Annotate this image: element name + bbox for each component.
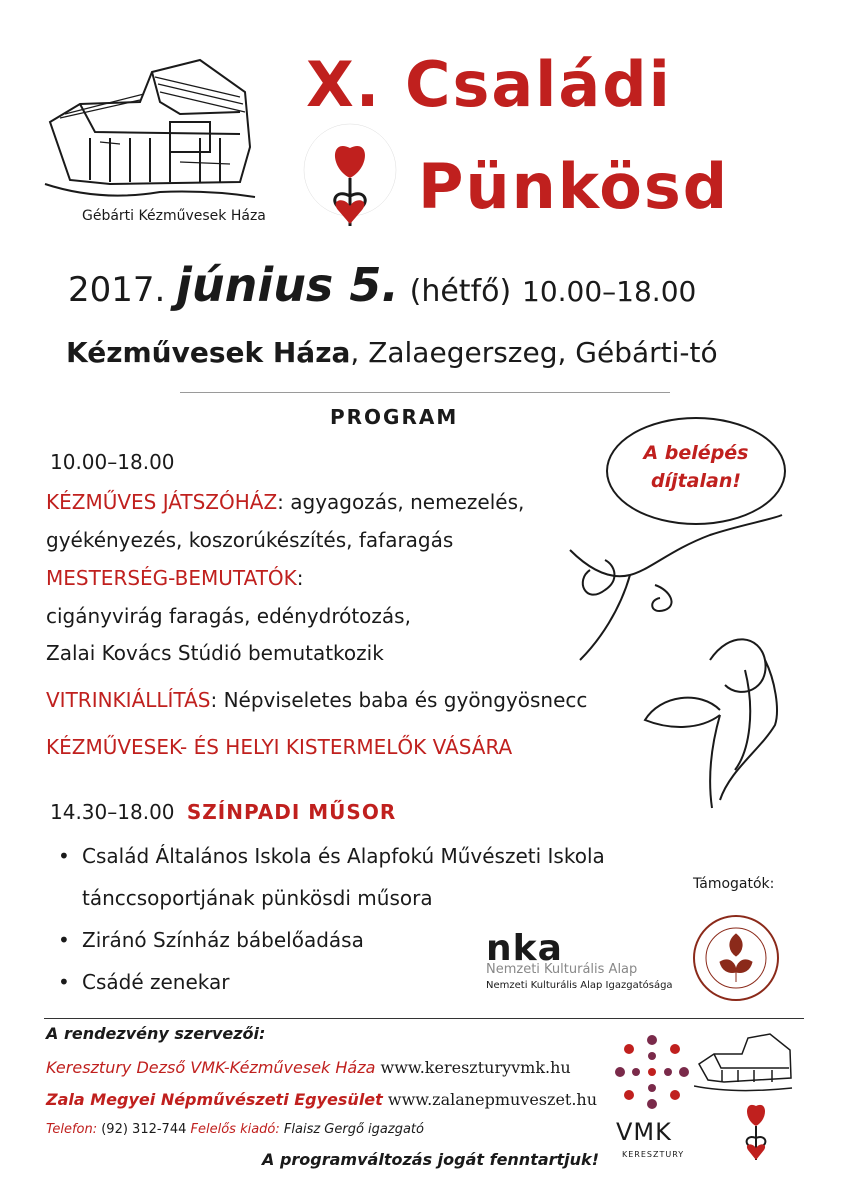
stage-label: SZÍNPADI MŰSOR [186, 800, 397, 824]
title-line-2: Pünkösd [418, 150, 730, 223]
event-date [68, 258, 696, 312]
program-line-text: : Népviseletes baba és gyöngyösnecc [210, 688, 588, 712]
program-line-text: : [296, 566, 304, 590]
bubble-line-2: díjtalan! [650, 470, 742, 492]
program-line-text: Zalai Kovács Stúdió bemutatkozik [46, 641, 384, 665]
vmk-logo-text: VMK [616, 1118, 672, 1146]
divider-bottom [44, 1018, 804, 1019]
list-item: • Ziránó Színház bábelőadása [46, 926, 605, 968]
program-line [46, 688, 587, 712]
house-caption: Gébárti Kézművesek Háza [82, 208, 266, 224]
program-heading: PROGRAM [330, 405, 459, 429]
sponsors-heading: Támogatók: [693, 876, 775, 892]
program-time: 10.00–18.00 [50, 450, 175, 474]
nka-name: Nemzeti Kulturális Alap [486, 962, 638, 977]
nka-subtitle: Nemzeti Kulturális Alap Igazgatósága [486, 980, 673, 991]
organizer-1-name: Keresztury Dezső VMK-Kézművesek Háza [46, 1058, 376, 1077]
list-item: • Csádé zenekar [46, 968, 605, 1010]
date-weekday: (hétfő) [409, 274, 512, 309]
date-year: 2017. [68, 270, 166, 310]
bubble-line-1: A belépés [643, 442, 749, 464]
organizer-2-url[interactable]: www.zalanepmuveszet.hu [387, 1090, 598, 1109]
program-line-label: KÉZMŰVES JÁTSZÓHÁZ [46, 490, 278, 514]
program-line [46, 566, 304, 590]
association-logo [290, 108, 410, 238]
program-line-text: : agyagozás, nemezelés, [277, 490, 525, 514]
divider-top [180, 392, 670, 393]
contact-line [46, 1122, 424, 1137]
association-logo-small [716, 1092, 796, 1168]
program-line-label: MESTERSÉG-BEMUTATÓK [46, 566, 297, 590]
stage-heading [50, 800, 396, 824]
disclaimer: A programváltozás jogát fenntartjuk! [262, 1150, 599, 1169]
program-line [46, 528, 453, 552]
free-entry-bubble [606, 417, 786, 525]
list-item: • Család Általános Iskola és Alapfokú Művészeti Iskola [46, 842, 605, 884]
vmk-dots-logo [612, 1032, 692, 1112]
hagyomanyok-haza-logo [690, 912, 782, 1004]
program-line [46, 490, 524, 514]
date-day: június 5. [176, 258, 399, 312]
publisher-name: Flaisz Gergő igazgató [283, 1122, 424, 1137]
program-line [46, 604, 411, 628]
program-line-text: gyékényezés, koszorúkészítés, fafaragás [46, 528, 454, 552]
list-item-continued: tánccsoportjának pünkösdi műsora [82, 886, 433, 910]
house-illustration-small [694, 1030, 794, 1100]
program-line-label: VITRINKIÁLLÍTÁS [46, 688, 211, 712]
program-line-text: cigányvirág faragás, edénydrótozás, [46, 604, 411, 628]
program-line [46, 641, 384, 665]
event-venue [66, 336, 718, 369]
program-line [46, 735, 512, 759]
title-line-1: X. Családi [306, 48, 672, 121]
program-line-label: KÉZMŰVESEK- ÉS HELYI KISTERMELŐK VÁSÁRA [46, 735, 513, 759]
organizer-2-name: Zala Megyei Népművészeti Egyesület [46, 1090, 383, 1109]
venue-rest: , Zalaegerszeg, Gébárti-tó [350, 336, 718, 369]
stage-time: 14.30–18.00 [50, 800, 175, 824]
organizer-2 [46, 1090, 597, 1109]
phone-label: Telefon: [46, 1122, 98, 1137]
vmk-logo-subtitle: KERESZTURY [622, 1150, 685, 1159]
date-time: 10.00–18.00 [522, 275, 697, 308]
phone-number: (92) 312-744 [101, 1122, 187, 1137]
nka-logo-mark: nka [486, 928, 563, 969]
flower-line-art [560, 510, 800, 810]
publisher-label: Felelős kiadó: [190, 1122, 280, 1137]
venue-name: Kézművesek Háza [66, 336, 351, 369]
organizers-heading: A rendezvény szervezői: [46, 1024, 266, 1043]
organizer-1 [46, 1058, 571, 1077]
house-illustration [40, 52, 260, 212]
organizer-1-url[interactable]: www.kereszturyvmk.hu [380, 1058, 571, 1077]
